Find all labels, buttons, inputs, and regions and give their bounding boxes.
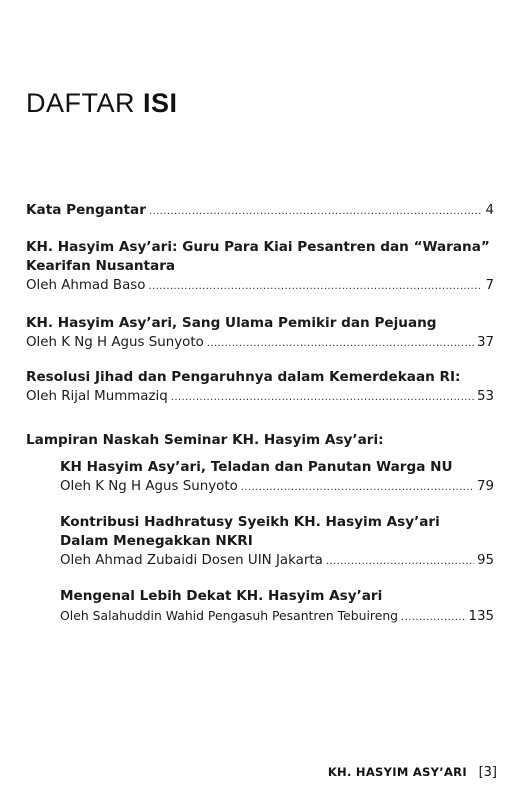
toc-entry-title: KH Hasyim Asy’ari, Teladan dan Panutan Warga NU bbox=[60, 459, 453, 475]
toc-entry-2 bbox=[26, 314, 494, 353]
toc-entry-4 bbox=[60, 458, 494, 497]
toc-entry-5 bbox=[60, 513, 494, 571]
page-number: [3] bbox=[478, 765, 497, 780]
title-part-2: ISI bbox=[143, 88, 178, 118]
toc-entry-author: Oleh K Ng H Agus Sunyoto bbox=[60, 479, 238, 494]
toc-page-number: 7 bbox=[485, 278, 494, 293]
dot-leader bbox=[171, 388, 474, 407]
toc-entry-6 bbox=[60, 587, 494, 627]
dot-leader bbox=[149, 202, 483, 221]
title-part-1: DAFTAR bbox=[26, 88, 143, 118]
toc-page-number: 79 bbox=[476, 479, 494, 494]
toc-entry-3 bbox=[26, 368, 494, 407]
toc-page-number: 53 bbox=[476, 389, 494, 404]
toc-entry-title: Resolusi Jihad dan Pengaruhnya dalam Kemerdekaan RI: bbox=[26, 369, 461, 385]
dot-leader bbox=[401, 608, 465, 627]
dot-leader bbox=[148, 277, 482, 296]
toc-entry-author: Oleh Rijal Mummaziq bbox=[26, 389, 168, 404]
dot-leader bbox=[241, 478, 474, 497]
page-footer bbox=[328, 765, 497, 780]
toc-entry-title-continued: Kearifan Nusantara bbox=[26, 258, 176, 274]
toc-entry-1 bbox=[26, 238, 494, 296]
toc-section-title: Lampiran Naskah Seminar KH. Hasyim Asy’ari: bbox=[26, 432, 384, 448]
toc-page-number: 4 bbox=[485, 203, 494, 218]
toc-section-lampiran bbox=[26, 431, 494, 450]
dot-leader bbox=[207, 334, 474, 353]
toc-entry-title: KH. Hasyim Asy’ari: Guru Para Kiai Pesantren dan “Warana” bbox=[26, 239, 490, 255]
toc-entry-author: Oleh Ahmad Zubaidi Dosen UIN Jakarta bbox=[60, 553, 323, 568]
toc-page-number: 135 bbox=[468, 609, 494, 624]
toc-entry-title-continued: Dalam Menegakkan NKRI bbox=[60, 533, 253, 549]
running-title: KH. HASYIM ASY’ARI bbox=[327, 765, 467, 779]
toc-entry-author: Oleh K Ng H Agus Sunyoto bbox=[26, 335, 204, 350]
toc-entry-title: Mengenal Lebih Dekat KH. Hasyim Asy’ari bbox=[60, 588, 383, 604]
toc-entry-author: Oleh Ahmad Baso bbox=[26, 278, 146, 293]
toc-page-number: 37 bbox=[476, 335, 494, 350]
toc-entry-author: Oleh Salahuddin Wahid Pengasuh Pesantren Tebuireng bbox=[60, 608, 399, 623]
toc-entry-title: Kontribusi Hadhratusy Syeikh KH. Hasyim Asy’ari bbox=[60, 514, 440, 530]
dot-leader bbox=[326, 552, 474, 571]
toc-entry-title: Kata Pengantar bbox=[26, 202, 146, 218]
page-title bbox=[26, 88, 178, 119]
toc-page-number: 95 bbox=[476, 553, 494, 568]
toc-entry-kata-pengantar bbox=[26, 201, 494, 221]
toc-entry-title: KH. Hasyim Asy’ari, Sang Ulama Pemikir dan Pejuang bbox=[26, 315, 437, 331]
